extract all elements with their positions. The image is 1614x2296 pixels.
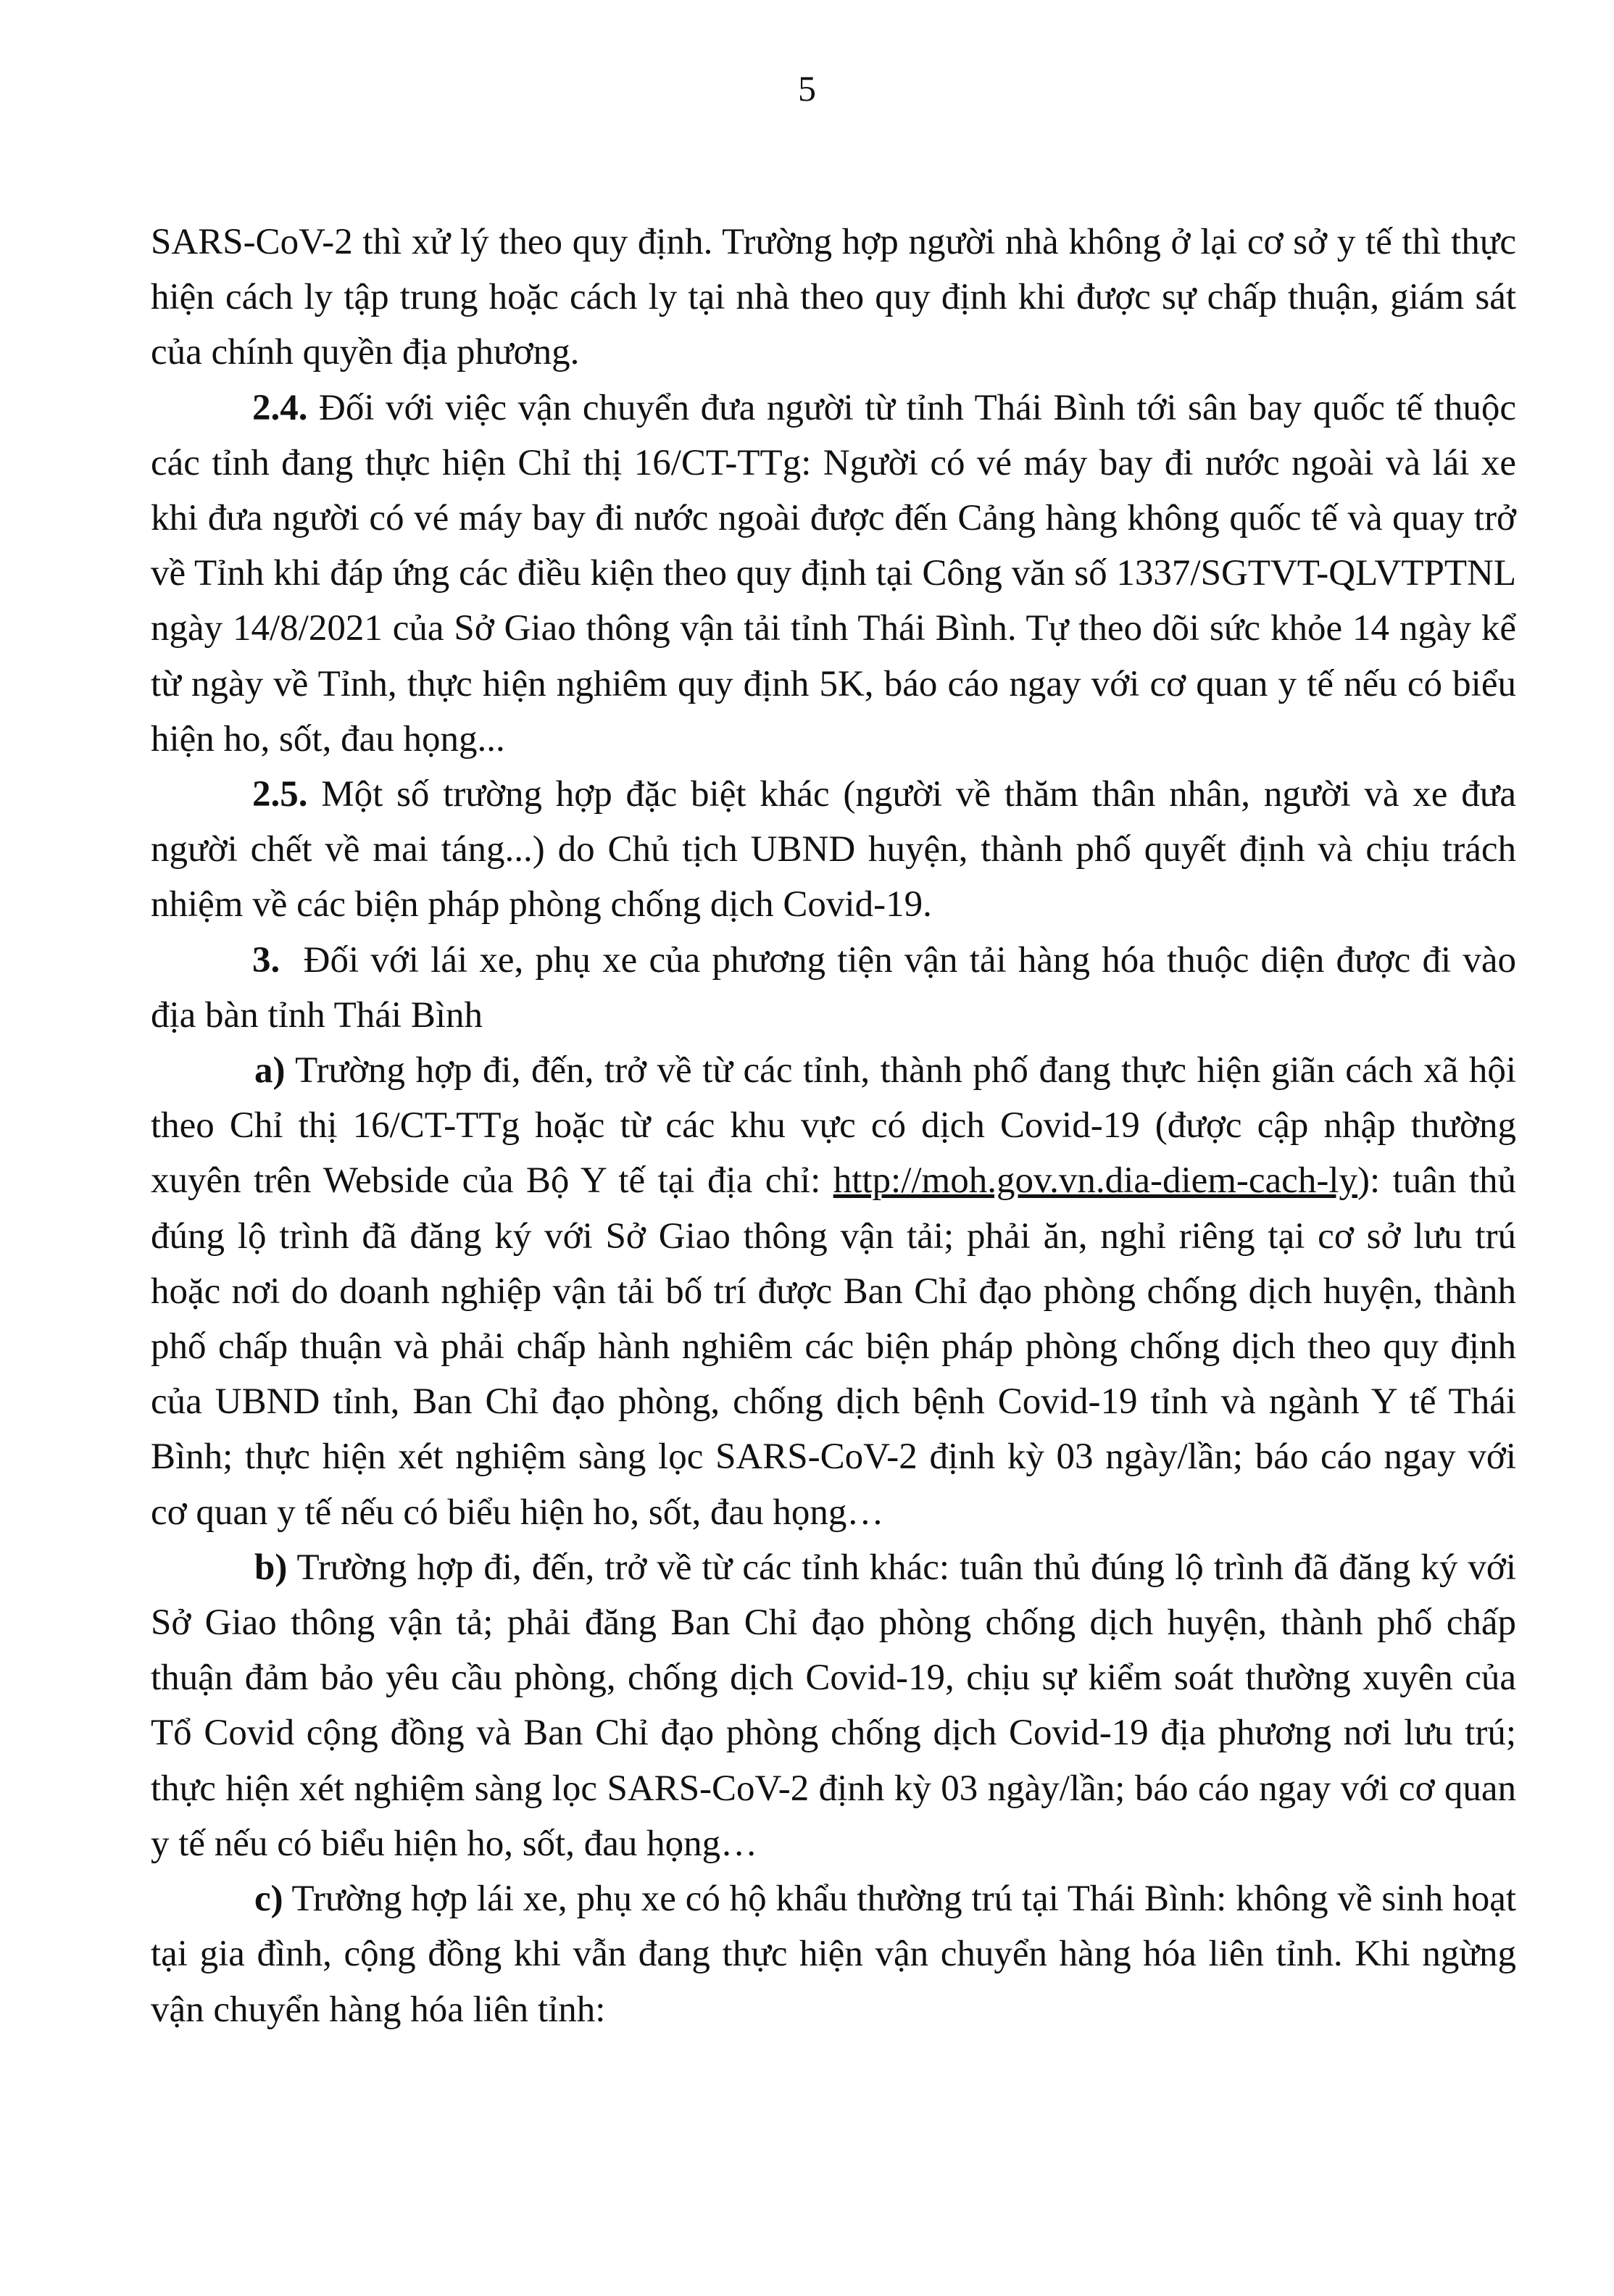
paragraph-text: Đối với lái xe, phụ xe của phương tiện vận tải hàng hóa thuộc diện được đi vào địa bàn tỉnh Thái Bình bbox=[151, 939, 1526, 1036]
paragraph-3c bbox=[151, 1871, 1516, 2037]
section-label: 3. bbox=[252, 939, 280, 981]
paragraph-section-3 bbox=[151, 933, 1526, 1043]
item-label: a) bbox=[254, 1050, 286, 1091]
section-label: 2.4. bbox=[252, 387, 308, 428]
paragraph-3b bbox=[151, 1540, 1516, 1871]
item-label: c) bbox=[254, 1879, 283, 1920]
document-body bbox=[151, 215, 1526, 2037]
paragraph-text: ): tuân thủ đúng lộ trình đã đăng ký với Sở Giao thông vận tải; phải ăn, nghỉ riêng tại cơ sở lưu trú hoặc nơi do doanh nghiệp vận tải bố trí được Ban Chỉ đạo phòng chống dịch huyện, thành phố chấp thuận và phải chấp hành nghiêm các biện pháp phòng chống dịch theo quy định của UBND tỉnh, Ban Chỉ đạo phòng, chống dịch bệnh Covid-19 tỉnh và ngành Y tế Thái Bình; thực hiện xét nghiệm sàng lọc SARS-CoV-2 định kỳ 03 ngày/lần; báo cáo ngay với cơ quan y tế nếu có biểu hiện ho, sốt, đau họng… bbox=[151, 1160, 1516, 1533]
paragraph-3a bbox=[151, 1043, 1516, 1540]
paragraph-text: Đối với việc vận chuyển đưa người từ tỉnh Thái Bình tới sân bay quốc tế thuộc các tỉnh đang thực hiện Chỉ thị 16/CT-TTg: Người có vé máy bay đi nước ngoài và lái xe khi đưa người có vé máy bay đi nước ngoài được đến Cảng hàng không quốc tế và quay trở về Tỉnh khi đáp ứng các điều kiện theo quy định tại Công văn số 1337/SGTVT-QLVTPTNL ngày 14/8/2021 của Sở Giao thông vận tải tỉnh Thái Bình. Tự theo dõi sức khỏe 14 ngày kể từ ngày về Tỉnh, thực hiện nghiêm quy định 5K, báo cáo ngay với cơ quan y tế nếu có biểu hiện ho, sốt, đau họng... bbox=[151, 387, 1516, 760]
paragraph-text: Trường hợp đi, đến, trở về từ các tỉnh khác: tuân thủ đúng lộ trình đã đăng ký với Sở Giao thông vận tả; phải đăng Ban Chỉ đạo phòng chống dịch huyện, thành phố chấp thuận đảm bảo yêu cầu phòng, chống dịch Covid-19, chịu sự kiểm soát thường xuyên của Tổ Covid cộng đồng và Ban Chỉ đạo phòng chống dịch Covid-19 địa phương nơi lưu trú; thực hiện xét nghiệm sàng lọc SARS-CoV-2 định kỳ 03 ngày/lần; báo cáo ngay với cơ quan y tế nếu có biểu hiện ho, sốt, đau họng… bbox=[151, 1547, 1516, 1864]
paragraph-text: Trường hợp đi, đến, trở về từ các tỉnh, thành phố đang thực hiện giãn cách xã hội theo Chỉ thị 16/CT-TTg hoặc từ các khu vực có dịch Covid-19 (được cập nhập thường xuyên trên Webside của Bộ Y tế tại địa chỉ: bbox=[151, 1050, 1516, 1202]
item-label: b) bbox=[254, 1547, 288, 1588]
moh-link[interactable]: http://moh.gov.vn.dia-diem-cach-ly bbox=[833, 1160, 1357, 1202]
section-label: 2.5. bbox=[252, 774, 308, 815]
paragraph-2-5 bbox=[151, 767, 1516, 933]
paragraph-text: Trường hợp lái xe, phụ xe có hộ khẩu thường trú tại Thái Bình: không về sinh hoạt tại gia đình, cộng đồng khi vẫn đang thực hiện vận chuyển hàng hóa liên tỉnh. Khi ngừng vận chuyển hàng hóa liên tỉnh: bbox=[151, 1879, 1516, 2030]
paragraph-text: Một số trường hợp đặc biệt khác (người về thăm thân nhân, người và xe đưa người chết về mai táng...) do Chủ tịch UBND huyện, thành phố quyết định và chịu trách nhiệm về các biện pháp phòng chống dịch Covid-19. bbox=[151, 774, 1516, 926]
paragraph-text: SARS-CoV-2 thì xử lý theo quy định. Trường hợp người nhà không ở lại cơ sở y tế thì thực hiện cách ly tập trung hoặc cách ly tại nhà theo quy định khi được sự chấp thuận, giám sát của chính quyền địa phương. bbox=[151, 222, 1516, 373]
page-number: 5 bbox=[798, 68, 816, 109]
paragraph-2-4 bbox=[151, 380, 1516, 767]
paragraph-continuation bbox=[151, 215, 1516, 380]
